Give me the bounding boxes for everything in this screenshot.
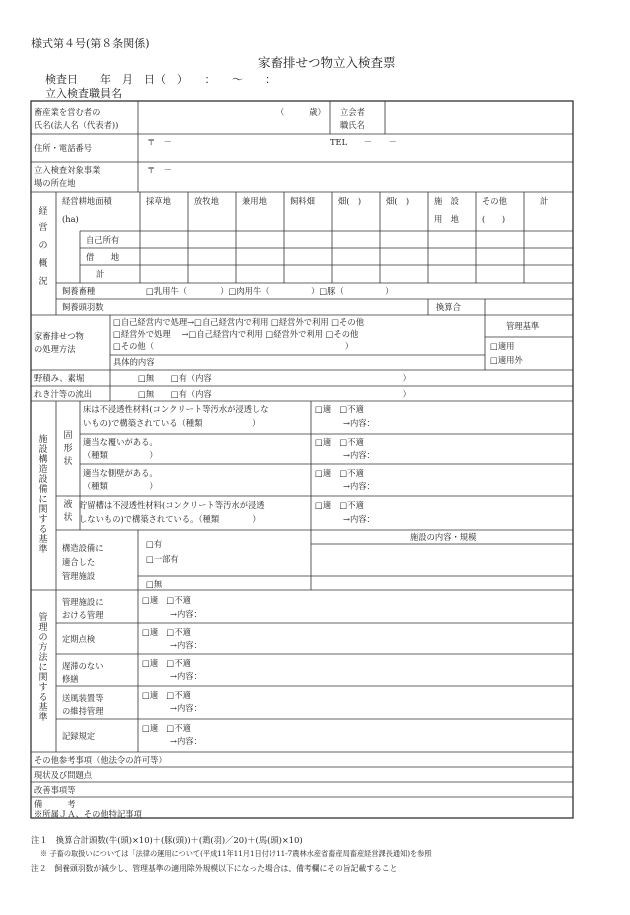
note-1: 注１ 換算合計頭数(牛(頭)×10)＋(豚(頭))＋(鶏(羽)／20)＋(馬(頭)×10) [31, 835, 303, 845]
disposal-detail-label: 具体的内容 [113, 357, 155, 367]
owner-name-label-2: 氏名(法人名（代表者)) [34, 120, 119, 130]
method-check-3-detail: →内容： [170, 671, 202, 681]
liquid-label: 液 状 [63, 500, 73, 523]
standard-not-applied: □適用外 [490, 355, 523, 365]
facility-item-3: 適当な側壁がある。 [83, 468, 158, 478]
col-pasture: 放牧地 [194, 196, 219, 206]
col-other: その他 [482, 196, 507, 206]
field-pile-value: □無 □有（内容 ） [138, 373, 411, 383]
method-item-4: 送風装置等 [62, 693, 104, 703]
witness-label: 立会者 [340, 107, 365, 117]
facility-check-2: □適 □不適 [315, 437, 364, 447]
solid-label: 固 形 状 [63, 431, 73, 467]
method-check-2-detail: →内容： [170, 640, 202, 650]
livestock-label: 飼養畜種 [62, 286, 96, 296]
method-item-5: 記録規定 [62, 731, 96, 741]
col-other-sub: ( ) [482, 214, 506, 224]
facility-check-2-detail: →内容： [343, 450, 375, 460]
other-reference-label: その他参考事項（他法令の許可等） [34, 755, 167, 765]
note-1-sub: ※ 子畜の取扱いについては「法律の運用について(平成11年11月1日付け11-7農林水産省畜産局畜産経営課長通知)を参照 [40, 849, 432, 858]
method-vertical-label: 管 理 の 方 法 に 関 す る 基 準 [38, 613, 48, 723]
facility-item-3-line2: （種類 ） [83, 481, 158, 491]
leak-label: れき汁等の流出 [34, 389, 93, 399]
standard-applied: □適用 [490, 341, 515, 351]
col-field-a: 畑( ) [338, 196, 362, 206]
equip-label: 構造設備に [62, 543, 104, 553]
improvement-label: 改善事項等 [34, 785, 76, 795]
remarks-label: 備 考 [34, 799, 76, 809]
disposal-line-1: □自己経営内で処理→□自己経営内で利用 □経営外で利用 □その他 [113, 317, 365, 327]
inspection-date-line: 検査日 年 月 日（ ） ： 〜 ： [45, 73, 276, 86]
address-label: 住所・電話番号 [34, 143, 93, 153]
method-item-1-line2: おける管理 [62, 610, 104, 620]
facility-item-1: 床は不浸透性材料(コンクリート等汚水が浸透しな [83, 404, 269, 414]
equip-label-2: 適合した [62, 557, 96, 567]
area-unit-label: (ha) [62, 214, 79, 224]
row-leased: 借 地 [86, 252, 120, 262]
leak-value: □無 □有（内容 ） [138, 389, 411, 399]
facility-item-2: 適当な覆いがある。 [83, 437, 158, 447]
head-count-label: 飼養頭羽数 [62, 302, 104, 312]
facility-item-1-line2: いもの)で構築されている（種類 ） [83, 418, 261, 428]
conversion-label: 換算合 [436, 302, 461, 312]
owner-name-label: 畜産業を営む者の [34, 107, 101, 117]
facility-vertical-label: 施 設 構 造 設 備 に 関 す る 基 準 [38, 435, 48, 555]
equip-no: □無 [146, 579, 163, 589]
disposal-label-2: の処理方法 [34, 344, 76, 354]
method-item-4-line2: の維持管理 [62, 706, 104, 716]
method-check-4: □適 □不適 [142, 690, 191, 700]
row-owned: 自己所有 [86, 235, 120, 245]
facility-check-4: □適 □不適 [315, 500, 364, 510]
method-item-3-line2: 修繕 [62, 674, 79, 684]
method-check-3: □適 □不適 [142, 658, 191, 668]
remarks-note: ※所属ＪＡ、その他特記事項 [34, 809, 142, 819]
address-postal: 〒 － [147, 137, 172, 147]
row-total: 計 [96, 269, 105, 279]
note-2: 注２ 飼養頭羽数が減少し、管理基準の適用除外規模以下になった場合は、備考欄にその旨記載すること [31, 864, 398, 873]
method-item-2: 定期点検 [62, 634, 96, 644]
method-check-4-detail: →内容： [170, 703, 202, 713]
site-postal: 〒 － [147, 165, 172, 175]
method-check-2: □適 □不適 [142, 627, 191, 637]
col-hayfield: 採草地 [146, 196, 171, 206]
current-issues-label: 現状及び問題点 [34, 770, 93, 780]
area-label: 経営耕地面積 [62, 196, 112, 206]
col-facility: 施 設 [434, 196, 459, 206]
method-check-1-detail: →内容： [170, 609, 202, 619]
equip-label-3: 管理施設 [62, 571, 96, 581]
method-check-1: □適 □不適 [142, 595, 191, 605]
equip-detail-label: 施設の内容・規模 [410, 532, 477, 542]
method-item-3: 遅滞のない [62, 661, 104, 671]
equip-partial: □一部有 [146, 554, 179, 564]
disposal-line-2: □経営外で処理 →□自己経営内で利用 □経営外で利用 □その他 [113, 329, 359, 339]
col-facility-sub: 用 地 [434, 214, 459, 224]
equip-yes: □有 [146, 539, 163, 549]
facility-check-3: □適 □不適 [315, 468, 364, 478]
site-label: 立入検査対象事業 [34, 165, 101, 175]
site-label-2: 場の所在地 [34, 178, 76, 188]
method-check-5-detail: →内容： [170, 736, 202, 746]
form-title: 家畜排せつ物立入検査票 [258, 55, 396, 70]
address-tel: TEL － － [330, 137, 397, 147]
facility-item-4: 貯留槽は不浸透性材料(コンクリート等汚水が浸透 [79, 500, 265, 510]
facility-check-4-detail: →内容： [343, 514, 375, 524]
method-item-1: 管理施設に [62, 597, 104, 607]
facility-check-1-detail: →内容： [343, 418, 375, 428]
col-field-b: 畑( ) [386, 196, 410, 206]
facility-item-4-line2: しないもの)で構築されている。（種類 ） [79, 514, 261, 524]
col-shared: 兼用地 [242, 196, 267, 206]
inspector-label: 立入検査職員名 [45, 87, 122, 100]
col-feed-field: 飼料畑 [290, 196, 315, 206]
disposal-label: 家畜排せつ物 [34, 331, 84, 341]
facility-item-2-line2: （種類 ） [83, 450, 158, 460]
facility-check-1: □適 □不適 [315, 404, 364, 414]
field-pile-label: 野積み、素堀 [34, 373, 85, 383]
method-check-5: □適 □不適 [142, 723, 191, 733]
livestock-value: □乳用牛（ ）□肉用牛（ ）□豚（ ） [146, 286, 394, 296]
form-number: 様式第４号(第８条関係) [31, 37, 150, 50]
standard-label: 管理基準 [506, 321, 540, 331]
disposal-line-3: □その他（ ） [113, 341, 354, 351]
management-vertical-label: 経 営 の 概 況 [38, 207, 48, 287]
col-total: 計 [540, 196, 549, 206]
witness-label-2: 職氏名 [340, 120, 365, 130]
facility-check-3-detail: →内容： [343, 481, 375, 491]
age-label: （ 歳） [276, 107, 326, 117]
